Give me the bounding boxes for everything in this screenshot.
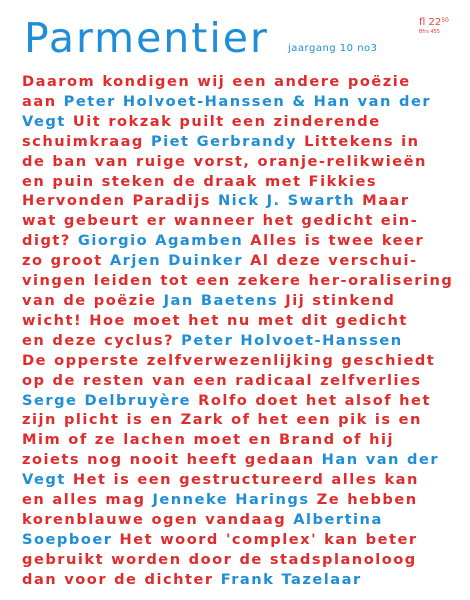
cover-text (22, 72, 454, 590)
quote-text: Maar (362, 192, 410, 210)
author-name: Nick J. Swarth (217, 192, 363, 210)
quote-text: en deze cyclus? (22, 331, 182, 349)
quote-text: zoiets nog nooit heeft gedaan (22, 451, 322, 469)
author-name: Piet Gerbrandy (150, 132, 305, 150)
text-line (22, 132, 450, 152)
quote-text: De opperste zelfverwezenlijking geschiedt (22, 351, 436, 369)
price-main (419, 17, 449, 28)
quote-text: Het woord 'complex' kan beter (119, 530, 418, 548)
quote-text: zo groot (22, 252, 110, 270)
quote-text: dan voor de dichter (22, 570, 221, 588)
author-name: Albertina (293, 510, 383, 528)
price-cents: 50 (441, 17, 449, 24)
quote-text: en puin steken de draak met Fikkies (22, 172, 378, 190)
author-name: Serge Delbruyère (22, 391, 199, 409)
quote-text: Jij stinkend (285, 291, 396, 309)
text-line (22, 550, 450, 570)
text-line (22, 251, 450, 271)
author-name: Jan Baetens (163, 291, 286, 309)
quote-text: Littekens in (304, 132, 420, 150)
quote-text: gebruikt worden door de stadsplanoloog (22, 550, 417, 568)
quote-text: Het is een gestructureerd alles kan (72, 471, 419, 489)
text-line (22, 530, 450, 550)
author-name: Vegt (22, 112, 73, 130)
quote-text: korenblauwe ogen vandaag (22, 510, 294, 528)
author-name: Peter Holvoet-Hanssen (181, 331, 403, 349)
quote-text: Ze hebben (316, 491, 418, 509)
text-line (22, 510, 450, 530)
text-line (22, 92, 450, 112)
quote-text: Alles is twee keer (250, 232, 425, 250)
price-label (419, 12, 449, 35)
author-name: Han van der (321, 451, 440, 469)
text-line (22, 470, 450, 490)
text-line (22, 450, 450, 470)
text-line (22, 291, 450, 311)
issue-label: jaargang 10 no3 (288, 43, 378, 54)
author-name: Soepboer (22, 530, 120, 548)
text-line (22, 570, 450, 590)
quote-text: en alles mag (22, 491, 153, 509)
quote-text: Mim of ze lachen moet en Brand of hij (22, 431, 394, 449)
text-line (22, 231, 450, 251)
quote-text: van de poëzie (22, 291, 164, 309)
quote-text: de ban van ruige vorst, oranje-relikwieën (22, 152, 427, 170)
author-name: Arjen Duinker (109, 252, 251, 270)
text-line (22, 371, 450, 391)
author-name: Frank Tazelaar (220, 570, 362, 588)
text-line (22, 391, 450, 411)
author-name: Vegt (22, 471, 73, 489)
author-name: Jenneke Harings (152, 491, 317, 509)
quote-text: Rolfo doet het alsof het (198, 391, 431, 409)
quote-text: vingen leiden tot een zekere her-oralisering (22, 272, 454, 290)
quote-text: Hervonden Paradijs (22, 192, 218, 210)
text-line (22, 331, 450, 351)
quote-text: op de resten van een radicaal zelfverlies (22, 371, 422, 389)
text-line (22, 351, 450, 371)
price-sub: Bfrs 455 (419, 29, 440, 35)
text-line (22, 271, 454, 291)
text-line (22, 311, 450, 331)
text-line (22, 410, 450, 430)
quote-text: Uit rokzak puilt een zinderende (72, 112, 381, 130)
text-line (22, 490, 450, 510)
quote-text: Daarom kondigen wij een andere poëzie (22, 73, 411, 90)
text-line (22, 191, 450, 211)
quote-text: wicht! Hoe moet het nu met dit gedicht (22, 311, 408, 329)
quote-text: schuimkraag (22, 132, 151, 150)
magazine-title: Parmentier (24, 14, 269, 62)
quote-text: aan (22, 92, 64, 110)
text-line (22, 211, 450, 231)
price-main-value: fl 22 (419, 17, 442, 28)
text-line (22, 72, 450, 92)
author-name: Peter Holvoet-Hanssen & Han van der (63, 92, 432, 110)
text-line (22, 430, 450, 450)
quote-text: digt? (22, 232, 78, 250)
text-line (22, 172, 450, 192)
quote-text: Al deze verschui- (250, 252, 418, 270)
quote-text: wat gebeurt er wanneer het gedicht ein- (22, 212, 419, 230)
quote-text: zijn plicht is en Zark of het een pik is en (22, 411, 422, 429)
author-name: Giorgio Agamben (77, 232, 251, 250)
text-line (22, 112, 450, 132)
text-line (22, 152, 450, 172)
